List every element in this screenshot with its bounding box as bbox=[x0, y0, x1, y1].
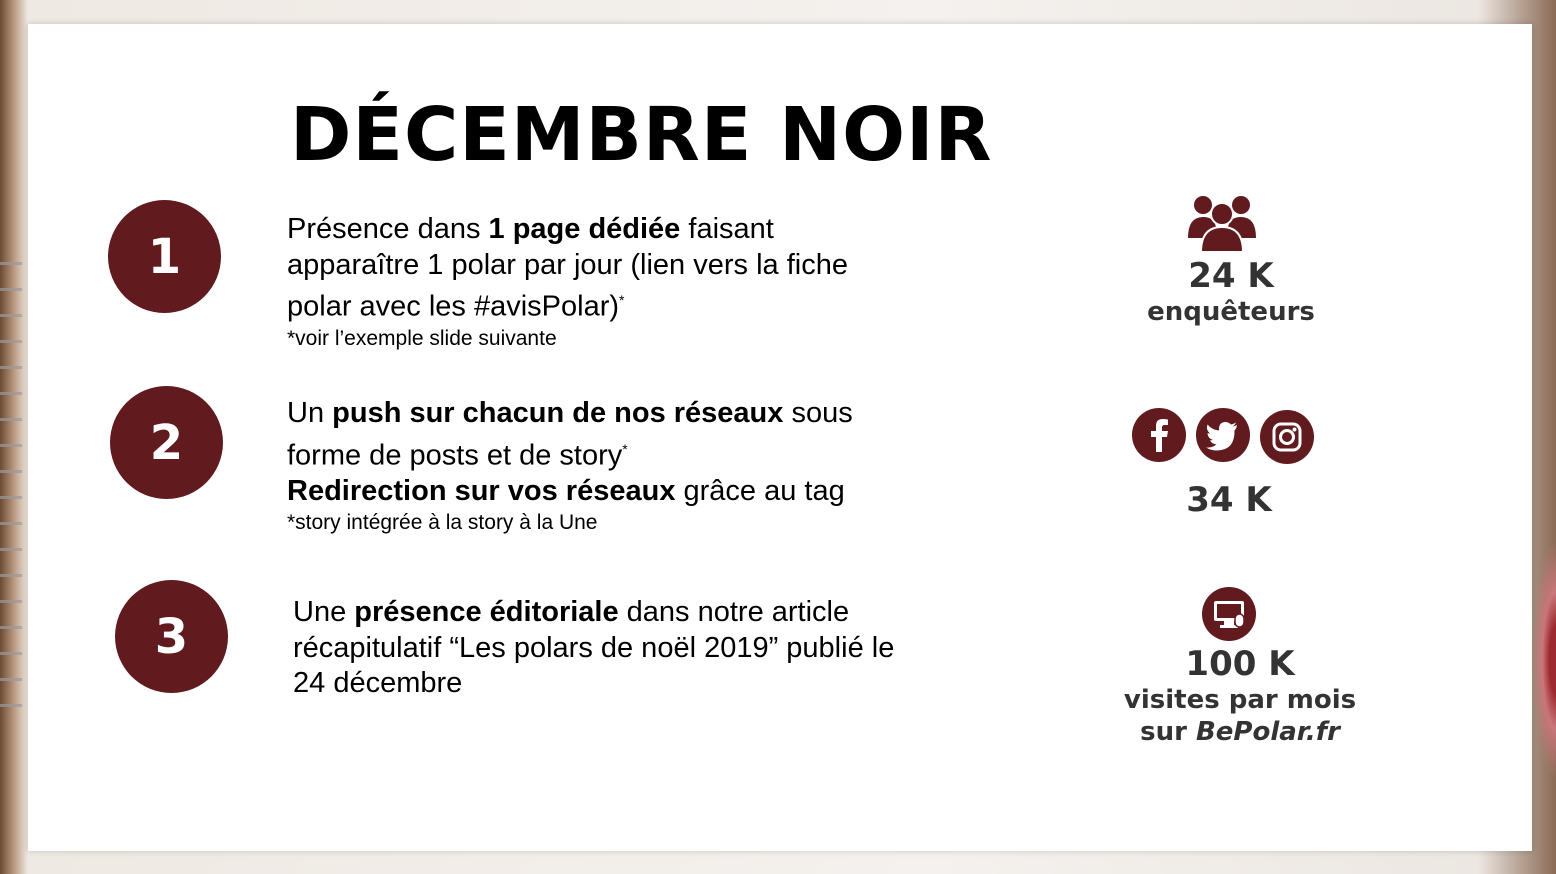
item-3-bold: présence éditoriale bbox=[354, 596, 619, 628]
stat-value: 100 K bbox=[1185, 644, 1295, 684]
step-number-1: 1 bbox=[108, 200, 221, 313]
notebook-spiral bbox=[0, 250, 22, 720]
item-2-text-part: Un bbox=[287, 397, 333, 429]
social-icons bbox=[1132, 408, 1322, 464]
item-2-footnote-mark: * bbox=[622, 440, 628, 457]
stat-value: 24 K bbox=[1188, 256, 1274, 296]
stat-social bbox=[1079, 480, 1379, 520]
item-2-text-part: grâce au tag bbox=[675, 474, 845, 507]
step-number-3: 3 bbox=[115, 580, 228, 693]
step-number-2: 2 bbox=[110, 386, 223, 499]
instagram-icon bbox=[1260, 410, 1314, 464]
page-title: DÉCEMBRE NOIR bbox=[290, 92, 993, 178]
facebook-icon bbox=[1132, 408, 1186, 462]
item-3-text-part: Une bbox=[293, 596, 355, 628]
item-1-text-part: faisant apparaître 1 polar par jour (lien vers la fiche polar avec les #avisPolar) bbox=[287, 213, 848, 323]
item-3-text-part: dans notre article récapitulatif “Les polars de noël 2019” publié le 24 décembre bbox=[293, 596, 895, 699]
twitter-icon bbox=[1196, 408, 1250, 462]
stat-label: visites par mois bbox=[1123, 685, 1357, 715]
stat-enqueteurs bbox=[1081, 256, 1381, 328]
monitor-icon bbox=[1202, 587, 1256, 641]
site-name: BePolar.fr bbox=[1195, 717, 1340, 747]
fingerprint-decoration bbox=[1532, 540, 1556, 780]
item-2-footnote: *story intégrée à la story à la Une bbox=[287, 511, 598, 535]
stat-label: enquêteurs bbox=[1147, 297, 1315, 327]
item-1-footnote: *voir l’exemple slide suivante bbox=[287, 327, 557, 351]
item-1-text-part: Présence dans bbox=[287, 213, 489, 245]
item-1-text bbox=[287, 212, 907, 353]
item-2-text bbox=[287, 396, 907, 537]
slide-card bbox=[28, 24, 1532, 851]
stat-value: 34 K bbox=[1186, 480, 1272, 520]
users-icon bbox=[1186, 194, 1258, 252]
stat-label-2 bbox=[1090, 716, 1390, 748]
item-1-footnote-mark: * bbox=[619, 292, 625, 308]
item-3-text bbox=[293, 595, 913, 702]
item-2-bold: push sur chacun de nos réseaux bbox=[332, 397, 784, 429]
item-2-text-part: sous forme de posts et de story bbox=[287, 397, 853, 472]
item-1-bold: 1 page dédiée bbox=[488, 213, 681, 245]
item-2-bold-2: Redirection sur vos réseaux bbox=[287, 474, 676, 507]
stat-visits bbox=[1090, 644, 1390, 748]
stat-label-prefix: sur bbox=[1140, 717, 1196, 747]
